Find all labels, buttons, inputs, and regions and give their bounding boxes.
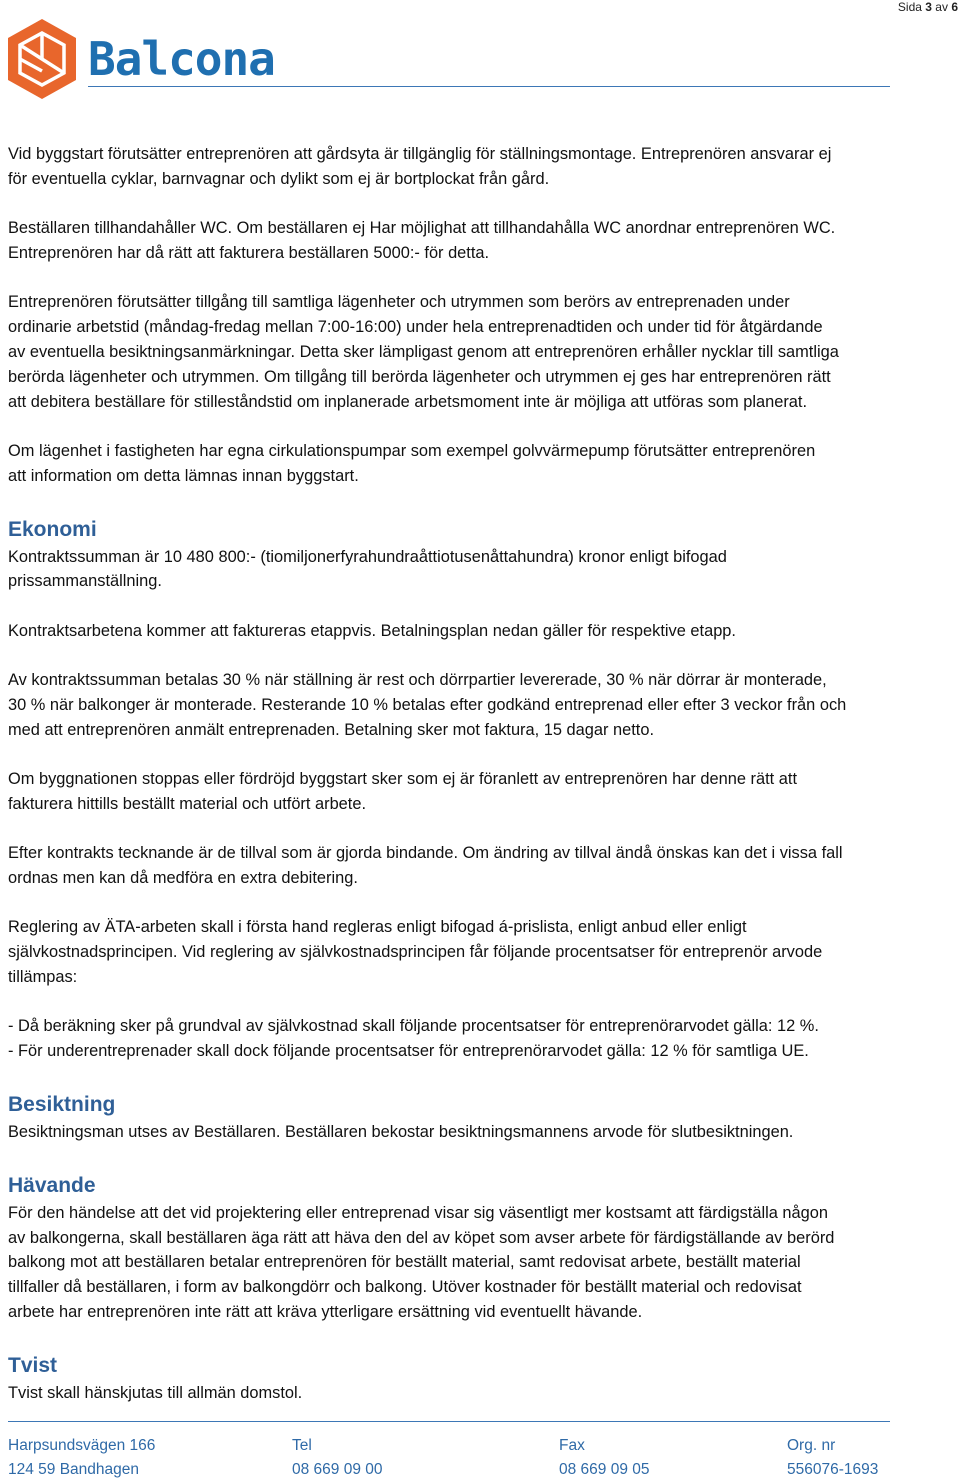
section-heading: Besiktning — [8, 1093, 116, 1117]
footer-divider — [8, 1421, 890, 1422]
paragraph: För den händelse att det vid projektering eller entreprenad visar sig väsentligt mer kostsamt att färdigställa någon av balkongerna, skall beställaren äga rätt att häva den del av köpet som avser arbete för färdigställande av berörd balkong mot att beställaren betalar entreprenören för beställt material, samt redovisat arbete, beställt material tillfaller då beställaren, i form av balkongdörr och balkong. Utöver kostnader för beställt material och redovisat arbete har entreprenören inte rätt att kräva ytterligare ersättning vid eventuellt hävande. — [8, 1203, 835, 1322]
page-number-middle: av — [931, 0, 952, 14]
footer-address-line1: Harpsundsvägen 166 — [8, 1437, 156, 1454]
footer-tel-value: 08 669 09 00 — [292, 1461, 383, 1478]
paragraph: Om lägenhet i fastigheten har egna cirkulationspumpar som exempel golvvärmepump förutsätter entreprenören att information om detta lämnas innan byggstart. — [8, 441, 816, 485]
paragraph: Reglering av ÄTA-arbeten skall i första hand regleras enligt bifogad á-prislista, enligt anbud eller enligt självkostnadsprincipen. Vid reglering av självkostnadsprincipen får följande procentsatser för entreprenör arvode tillämpas: — [8, 918, 823, 987]
footer-tel-label: Tel — [292, 1437, 312, 1454]
footer-fax — [559, 1434, 650, 1482]
footer-org-label: Org. nr — [787, 1437, 836, 1454]
paragraph: Kontraktsarbetena kommer att faktureras etappvis. Betalningsplan nedan gäller för respektive etapp. — [8, 621, 736, 640]
paragraph: Beställaren tillhandahåller WC. Om beställaren ej Har möjlighat att tillhandahålla WC anordnar entreprenören WC. Entreprenören har då rätt att fakturera beställaren 5000:- för detta. — [8, 219, 836, 262]
page-number-prefix: Sida — [897, 0, 926, 14]
balcona-hexagon-logo-icon — [6, 17, 78, 101]
header-divider — [88, 86, 890, 87]
footer-address-line2: 124 59 Bandhagen — [8, 1461, 140, 1478]
paragraph: Tvist skall hänskjutas till allmän domstol. — [8, 1383, 303, 1402]
paragraph: Besiktningsman utses av Beställaren. Beställaren bekostar besiktningsmannens arvode för slutbesiktningen. — [8, 1123, 794, 1142]
footer-org — [787, 1434, 878, 1482]
paragraph: Om byggnationen stoppas eller fördröjd byggstart sker som ej är föranlett av entreprenören har denne rätt att fakturera hittills beställt material och utfört arbete. — [8, 770, 798, 813]
page-number — [898, 0, 958, 14]
footer-org-value: 556076-1693 — [787, 1461, 879, 1478]
footer-address — [8, 1434, 155, 1482]
paragraph: - Då beräkning sker på grundval av självkostnad skall följande procentsatser för entreprenörarvodet gälla: 12 %. - För underentreprenader skall dock följande procentsatser för entreprenörarvodet gälla: 12 % för samtliga UE. — [8, 1017, 819, 1061]
section-heading: Tvist — [8, 1353, 58, 1377]
paragraph: Vid byggstart förutsätter entreprenören att gårdsyta är tillgänglig för ställningsmontage. Entreprenören ansvarar ej för eventuella cyklar, barnvagnar och dylikt som ej är bortplockat från gård. — [8, 145, 832, 188]
paragraph: Entreprenören förutsätter tillgång till samtliga lägenheter och utrymmen som berörs av entreprenaden under ordinarie arbetstid (måndag-fredag mellan 7:00-16:00) under hela entreprenadtiden och under tid för åtgärdande av eventuella besiktningsanmärkningar. Detta sker lämpligast genom att entreprenören erhåller nycklar till samtliga berörda lägenheter och utrymmen. Om tillgång till berörda lägenheter och utrymmen ej ges har entreprenören rätt att debitera beställare för stilleståndstid om inplanerade arbetsmoment inte är möjliga att utföras som planerat. — [8, 293, 839, 411]
brand-name: Balcona — [88, 32, 275, 86]
page-number-total: 6 — [951, 0, 958, 14]
section-heading: Hävande — [8, 1173, 96, 1197]
paragraph: Efter kontrakts tecknande är de tillval som är gjorda bindande. Om ändring av tillval ändå önskas kan det i vissa fall ordnas men kan då medföra en extra debitering. — [8, 844, 843, 888]
page-number-current: 3 — [925, 0, 932, 14]
paragraph: Kontraktssumman är 10 480 800:- (tiomiljonerfyrahundraåttiotusenåttahundra) kronor enligt bifogad prissammanställning. — [8, 547, 727, 591]
document-body — [8, 142, 958, 1430]
footer-fax-value: 08 669 09 05 — [559, 1461, 650, 1478]
paragraph: Av kontraktssumman betalas 30 % när ställning är rest och dörrpartier levererade, 30 % när dörrar är monterade, 30 % när balkonger är monterade. Resterande 10 % betalas efter godkänd entreprenad eller efter 3 veckor från och med att entreprenören anmält entreprenaden. Betalning sker mot faktura, 15 dagar netto. — [8, 671, 847, 739]
section-heading: Ekonomi — [8, 517, 97, 541]
footer-tel — [292, 1434, 383, 1482]
footer-fax-label: Fax — [559, 1437, 585, 1454]
